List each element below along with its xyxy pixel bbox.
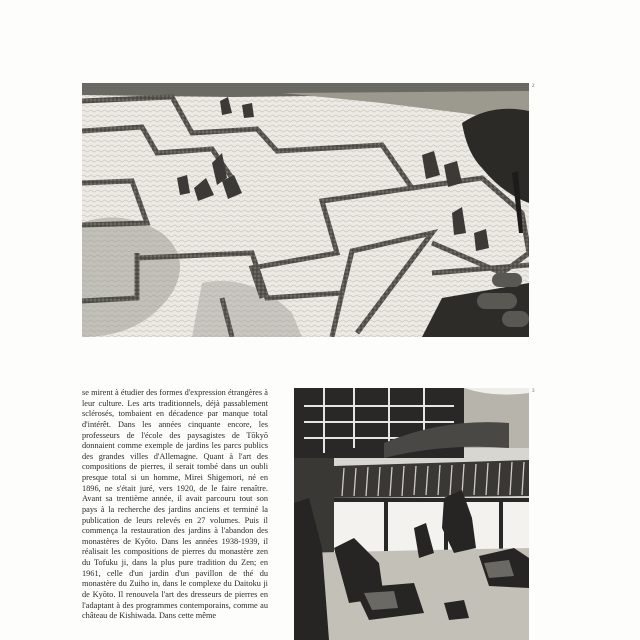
photo-tofukuji-garden (82, 83, 529, 337)
body-text-column (82, 388, 268, 640)
figure-number-3: 3 (532, 389, 535, 394)
figure-number-2: 2 (532, 84, 535, 89)
photo-temple-stone-garden (294, 388, 529, 640)
body-paragraph: se mirent à étudier des formes d'expression étrangères à leur culture. Les arts traditionnels, déjà passablement sclérosés, tombaient en décadence par manque total d'intérêt. Dans les années cinquante encore, les professeurs de l'école des paysagistes de Tōkyō donnaient comme exemple de jardins les parcs publics des grandes villes d'Allemagne. Quant à l'art des compositions de pierres, il serait tombé dans un oubli presque total si un homme, Mirei Shigemori, né en 1896, ne s'était juré, vers 1920, de le faire renaître. Avant sa trentième année, il avait parcouru tout son pays à la recherche des jardins anciens et terminé la publication de leurs relevés en 27 volumes. Puis il commença la restauration des jardins à l'abandon des monastères de Kyōto. Dans les années 1938-1939, il réalisait les compositions de pierres du monastère zen du Tofuku ji, dans la plus pure tradition du Zen; en 1961, celle d'un jardin d'un pavillon de thé du monastère du Zuiho in, dans le complexe du Daitoku ji de Kyōto. Il renouvela l'art des dresseurs de pierres en l'adaptant à des programmes contemporains, comme au château de Kishiwada. Dans cette même (82, 388, 268, 621)
